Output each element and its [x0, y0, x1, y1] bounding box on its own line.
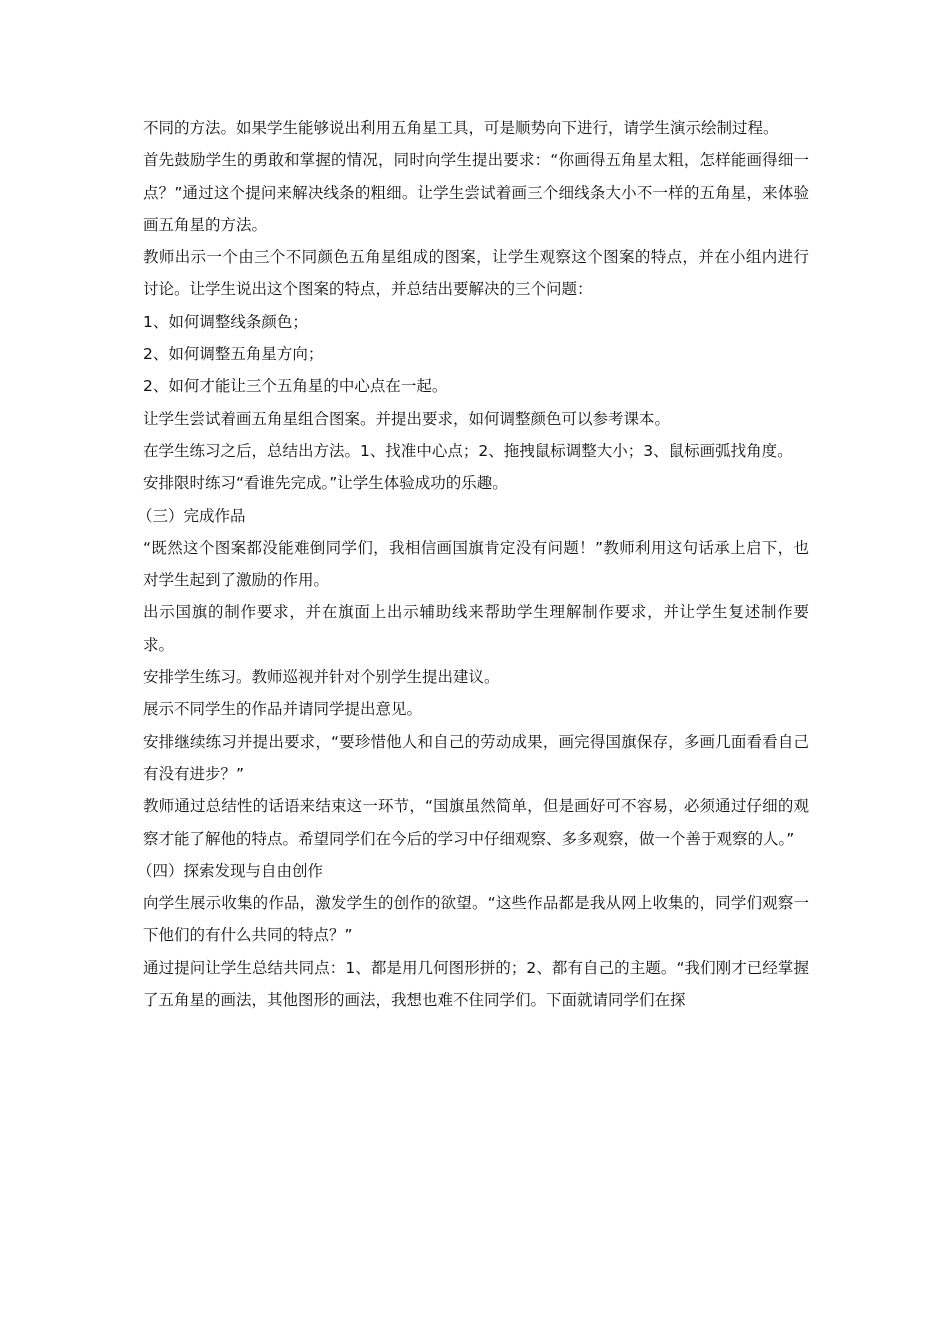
section-heading-explore-create: （四）探索发现与自由创作	[137, 861, 324, 880]
paragraph-teacher-summary: 教师通过总结性的话语来结束这一环节，“国旗虽然简单，但是画好可不容易，必须通过仔细的观察才能了解他的特点。希望同学们在今后的学习中仔细观察、多多观察，做一个善于观察的人。”	[143, 797, 809, 848]
paragraph-teacher-shows-pattern: 教师出示一个由三个不同颜色五角星组成的图案，让学生观察这个图案的特点，并在小组内进行讨论。让学生说出这个图案的特点，并总结出要解决的三个问题：	[143, 248, 809, 299]
paragraph-continue-practice: 安排继续练习并提出要求，“要珍惜他人和自己的劳动成果，画完得国旗保存，多画几面看看自己有没有进步？”	[143, 732, 809, 783]
paragraph-try-combination: 让学生尝试着画五角星组合图案。并提出要求，如何调整颜色可以参考课本。	[143, 409, 671, 428]
paragraph-encourage-students: 首先鼓励学生的勇敢和掌握的情况，同时向学生提出要求：“你画得五角星太粗，怎样能画得细一点？”通过这个提问来解决线条的粗细。让学生尝试着画三个细线条大小不一样的五角星，来体验画五角星的方法。	[143, 151, 809, 234]
paragraph-student-practice: 安排学生练习。教师巡视并针对个别学生提出建议。	[143, 668, 500, 687]
list-item-line-color: 1、如何调整线条颜色；	[143, 312, 308, 331]
paragraph-show-works: 展示不同学生的作品并请同学提出意见。	[143, 700, 423, 719]
paragraph-flag-requirements: 出示国旗的制作要求，并在旗面上出示辅助线来帮助学生理解制作要求，并让学生复述制作要求。	[143, 603, 809, 654]
paragraph-draw-flag-quote: “既然这个图案都没能难倒同学们，我相信画国旗肯定没有问题！”教师利用这句话承上启下，也对学生起到了激励的作用。	[143, 538, 809, 590]
paragraph-methods-intro: 不同的方法。如果学生能够说出利用五角星工具，可是顺势向下进行，请学生演示绘制过程。	[143, 119, 779, 137]
list-item-center-point: 2、如何才能让三个五角星的中心点在一起。	[143, 377, 448, 396]
paragraph-show-collected-works: 向学生展示收集的作品，激发学生的创作的欲望。“这些作品都是我从网上收集的，同学们观察一下他们的有什么共同的特点？”	[143, 894, 809, 945]
list-item-star-direction: 2、如何调整五角星方向；	[143, 345, 324, 364]
document-body	[137, 112, 809, 1016]
paragraph-summarize-common-points: 通过提问让学生总结共同点：1、都是用几何图形拼的；2、都有自己的主题。“我们刚才已经掌握了五角星的画法，其他图形的画法，我想也难不住同学们。下面就请同学们在探	[143, 958, 809, 1010]
paragraph-summarize-methods: 在学生练习之后，总结出方法。1、找准中心点；2、拖拽鼠标调整大小；3、鼠标画弧找角度。	[143, 441, 793, 460]
paragraph-timed-practice: 安排限时练习“看谁先完成。”让学生体验成功的乐趣。	[143, 474, 508, 493]
section-heading-complete-work: （三）完成作品	[137, 506, 246, 525]
